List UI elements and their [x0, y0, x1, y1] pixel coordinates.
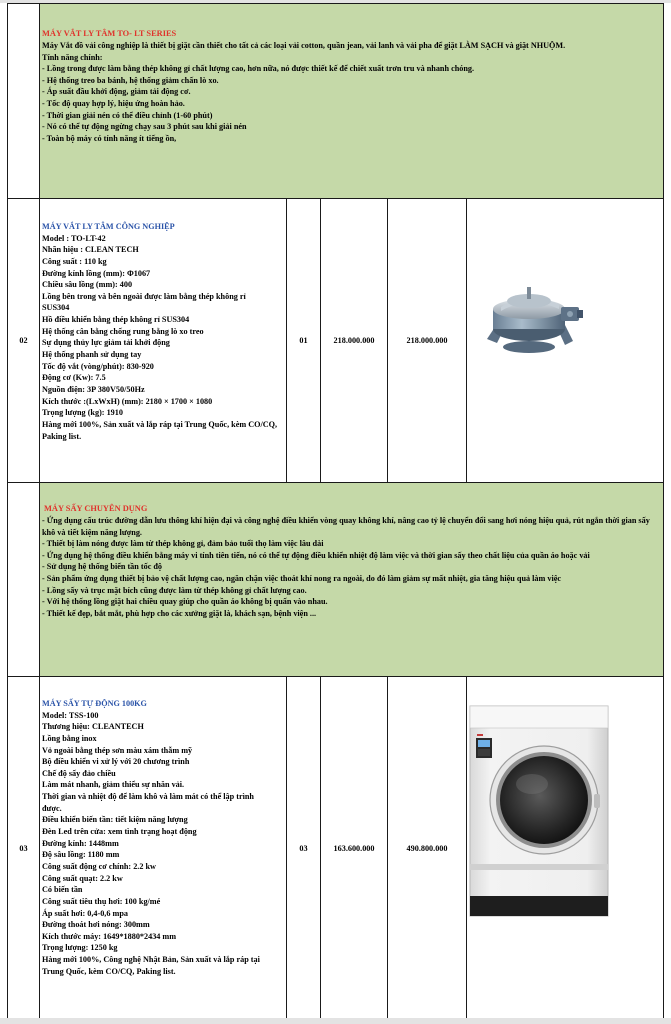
- row2-spec: Công suất quạt: 2.2 kw: [42, 873, 123, 883]
- section1-feature: - Áp suất đầu khởi động, giảm tải động cơ.: [42, 87, 191, 97]
- row1-unit-price-cell: [320, 198, 388, 483]
- section2-title: MÁY SẤY CHUYÊN DỤNG: [44, 504, 148, 513]
- row1-qty-cell: [286, 198, 321, 483]
- row1-stt: 02: [19, 335, 28, 345]
- row1-spec: Model : TO-LT-42: [42, 233, 106, 243]
- row1-total: 218.000.000: [406, 335, 448, 345]
- section2-feature: - Lồng sấy và trục mặt bích cũng được làm từ thép không gỉ chất lượng cao.: [42, 585, 307, 595]
- row1-spec: Công suất : 110 kg: [42, 256, 107, 266]
- row1-product-title: MÁY VẮT LY TÂM CÔNG NGHIỆP: [42, 222, 175, 231]
- section1-features-label: Tính năng chính:: [42, 52, 103, 62]
- row2-spec: Thời gian và nhiệt độ để làm khô và làm mát có thể lập trình được.: [42, 792, 254, 813]
- bottom-gutter: [0, 1018, 671, 1024]
- section1-stt-cell: [7, 3, 40, 199]
- section1-feature: - Hệ thống treo ba bánh, hệ thống giảm chấn lò xo.: [42, 75, 219, 85]
- section1-feature: - Toàn bộ máy có tính năng ít tiếng ồn,: [42, 134, 177, 144]
- row2-stt: 03: [19, 843, 28, 853]
- row1-spec-cell: [39, 198, 287, 483]
- row1-spec: Hệ thống phanh sử dụng tay: [42, 350, 142, 360]
- row1-spec: Nhãn hiệu : CLEAN TECH: [42, 245, 139, 255]
- row2-image-cell: [466, 676, 664, 1021]
- row2-spec: Model: TSS-100: [42, 710, 99, 720]
- section2-feature: - Sử dụng hệ thống biến tần tốc độ: [42, 562, 163, 572]
- row1-stt-cell: [7, 198, 40, 483]
- row2-unit-price: 163.600.000: [333, 843, 375, 853]
- section1-feature: - Nó có thể tự động ngừng chạy sau 3 phút sau khi giải nén: [42, 122, 247, 132]
- tumble-dryer-icon: [468, 704, 610, 920]
- row1-spec: Chiều sâu lồng (mm): 400: [42, 280, 133, 290]
- row2-product-title: MÁY SẤY TỰ ĐỘNG 100KG: [42, 699, 147, 708]
- section2-feature: - Với hệ thống lồng giặt hai chiều quay giúp cho quần áo không bị quấn vào nhau.: [42, 597, 328, 607]
- section1-feature: - Thời gian giải nén có thể điều chỉnh (1-60 phút): [42, 110, 213, 120]
- row1-spec: Trọng lượng (kg): 1910: [42, 408, 123, 418]
- row2-spec: Độ sâu lồng: 1180 mm: [42, 850, 120, 860]
- row1-spec: Lồng bên trong và bên ngoài được làm bằng thép không rỉ SUS304: [42, 291, 246, 313]
- row2-spec: Hàng mới 100%, Công nghệ Nhật Bản, Sản xuất và lắp ráp tại Trung Quốc, kèm CO/CQ, Paking list.: [42, 955, 260, 976]
- row2-spec: Kích thước máy: 1649*1880*2434 mm: [42, 931, 177, 941]
- row1-image-cell: [466, 198, 664, 483]
- section2-feature: - Ứng dụng hệ thống điều khiển bằng máy vi tính tiên tiến, nó có thể tự động điều khiển nhiệt độ làm việc và thời gian sấy theo chất liệu của quần áo hoặc vải: [42, 550, 590, 560]
- section1-feature: - Tốc độ quay hợp lý, hiệu ứng hoàn hảo.: [42, 99, 185, 109]
- section2-feature: - Sản phẩm ứng dụng thiết bị bảo vệ chất lượng cao, ngăn chặn việc thoát khí nong ra ngoài, do đó làm giảm sự mất nhiệt, gia tăng hiệu quả làm việc: [42, 574, 562, 584]
- row2-spec: Lồng bằng inox: [42, 733, 97, 743]
- row2-spec: Đường thoát hơi nóng: 300mm: [42, 920, 150, 930]
- row2-spec: Công suất động cơ chính: 2.2 kw: [42, 861, 156, 871]
- row2-spec: Công suất tiêu thụ hơi: 100 kg/mé: [42, 896, 161, 906]
- row2-qty: 03: [299, 843, 308, 853]
- row1-unit-price: 218.000.000: [333, 335, 375, 345]
- row1-spec: Nguồn điện: 3P 380V50/50Hz: [42, 384, 145, 394]
- section2-description-cell: [39, 482, 664, 677]
- row1-spec: Sự dụng thủy lực giảm tải khởi động: [42, 338, 170, 348]
- row2-spec: Bộ điều khiển vi xử lý với 20 chương trình: [42, 757, 190, 767]
- row2-spec: Vỏ ngoài bằng thép sơn màu xám thẫm mỹ: [42, 745, 193, 755]
- section1-intro: Máy Vắt đồ vải công nghiệp là thiết bị giặt cần thiết cho tất cả các loại vải cotton, quần jean, vải lanh và vải pha để giặt LÀM SẠCH và giặt NHUỘM.: [42, 40, 566, 50]
- row2-total-cell: [387, 676, 467, 1021]
- section1-title: MÁY VẮT LY TÂM TO- LT SERIES: [42, 29, 177, 38]
- row1-qty: 01: [299, 335, 308, 345]
- row1-spec: Tốc độ vắt (vòng/phút): 830-920: [42, 361, 154, 371]
- row2-spec: Làm mát nhanh, giảm thiểu sự nhăn vải.: [42, 780, 185, 790]
- row1-spec: Hàng mới 100%, Sản xuất và lắp ráp tại Trung Quốc, kèm CO/CQ, Paking list.: [42, 419, 278, 441]
- row2-spec-cell: [39, 676, 287, 1021]
- row2-qty-cell: [286, 676, 321, 1021]
- row1-total-cell: [387, 198, 467, 483]
- row2-spec: Trọng lượng: 1250 kg: [42, 943, 118, 953]
- row2-spec: Có biến tần: [42, 885, 83, 895]
- row2-spec: Đèn Led trên cửa: xem tình trạng hoạt động: [42, 827, 197, 837]
- section2-feature: - Ứng dụng cấu trúc đường dẫn lưu thông khí hiện đại và công nghệ điều khiển vòng quay không khí, nâng cao tỷ lệ chuyển đổi sang hơi nóng hiệu quả, rút ngắn thời gian sấy khô và tiết kiệm năng lượng.: [42, 515, 650, 537]
- row1-spec: Động cơ (Kw): 7.5: [42, 373, 106, 383]
- section2-feature: - Thiết bị làm nóng được làm từ thép không gỉ, đảm bảo tuổi thọ làm việc lâu dài: [42, 539, 324, 549]
- row2-spec: Áp suất hơi: 0,4-0,6 mpa: [42, 908, 128, 918]
- row1-spec: Hệ thống cân bằng chống rung bằng lò xo treo: [42, 326, 204, 336]
- row2-spec: Thương hiệu: CLEANTECH: [42, 722, 144, 732]
- row2-unit-price-cell: [320, 676, 388, 1021]
- row2-spec: Đường kính: 1448mm: [42, 838, 119, 848]
- section2-stt-cell: [7, 482, 40, 677]
- section2-feature: - Thiết kế đẹp, bắt mắt, phù hợp cho các xưởng giặt là, khách sạn, bệnh viện ...: [42, 609, 317, 619]
- row1-spec: Hồ điều khiển bằng thép không rỉ SUS304: [42, 315, 190, 325]
- section1-description-cell: [39, 3, 664, 199]
- row2-stt-cell: [7, 676, 40, 1021]
- row2-spec: Chế độ sấy đảo chiều: [42, 768, 116, 778]
- row1-spec: Kích thước :(LxWxH) (mm): 2180 × 1700 × 1080: [42, 396, 213, 406]
- row2-spec: Điều khiển biến tần: tiết kiệm năng lượng: [42, 815, 188, 825]
- section1-feature: - Lồng trong được làm bằng thép không gỉ chất lượng cao, hơn nữa, nó được thiết kế để chiết xuất trơn tru và nhanh chóng.: [42, 64, 475, 74]
- row2-total: 490.800.000: [406, 843, 448, 853]
- row1-spec: Đường kính lồng (mm): Φ1067: [42, 268, 151, 278]
- centrifuge-extractor-icon: [477, 281, 587, 361]
